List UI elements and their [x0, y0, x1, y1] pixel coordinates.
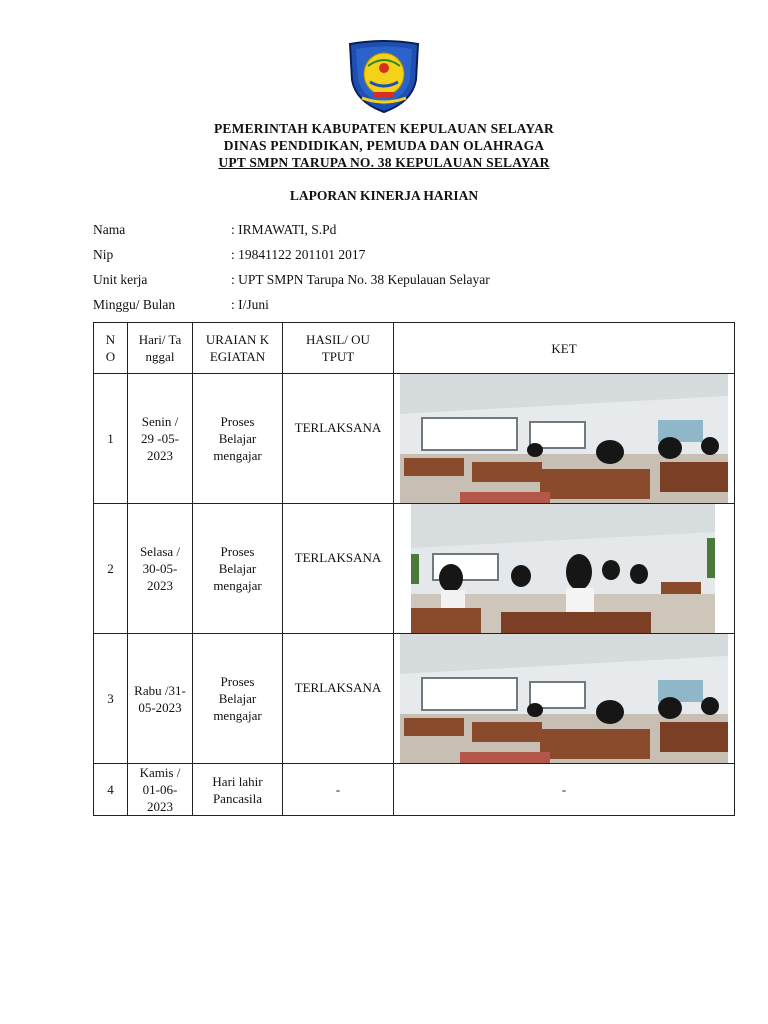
cell-uraian: Proses Belajar mengajar — [193, 374, 283, 504]
cell-no: 3 — [94, 634, 128, 764]
cell-hari: Kamis / 01-06-2023 — [128, 764, 193, 816]
cell-hasil: - — [283, 764, 394, 816]
cell-no: 4 — [94, 764, 128, 816]
info-label: Minggu/ Bulan — [93, 297, 176, 312]
cell-hasil: TERLAKSANA — [283, 504, 394, 634]
cell-no: 2 — [94, 504, 128, 634]
header-line-government: PEMERINTAH KABUPATEN KEPULAUAN SELAYAR — [213, 121, 555, 136]
table-row — [94, 504, 735, 634]
header-line-school: UPT SMPN TARUPA NO. 38 KEPULAUAN SELAYAR — [218, 155, 550, 170]
info-value: : IRMAWATI, S.Pd — [231, 222, 337, 237]
info-value: : I/Juni — [231, 297, 269, 312]
cell-no: 1 — [94, 374, 128, 504]
info-label: Unit kerja — [93, 272, 148, 287]
header-ket: KET — [394, 323, 735, 374]
cell-hasil: TERLAKSANA — [283, 374, 394, 504]
cell-uraian: Proses Belajar mengajar — [193, 634, 283, 764]
table-row — [94, 764, 735, 816]
cell-ket-photo — [394, 504, 735, 634]
info-label: Nip — [93, 247, 114, 262]
classroom-photo — [400, 374, 728, 503]
header-hasil-output: HASIL/ OUTPUT — [283, 323, 394, 374]
table-row — [94, 374, 735, 504]
report-title: LAPORAN KINERJA HARIAN — [289, 188, 479, 203]
header-uraian-kegiatan: URAIAN KEGIATAN — [193, 323, 283, 374]
info-value: : 19841122 201101 2017 — [231, 247, 366, 262]
regency-emblem — [344, 40, 424, 114]
header-line-department: DINAS PENDIDIKAN, PEMUDA DAN OLAHRAGA — [223, 138, 545, 153]
table-header-row — [94, 323, 735, 374]
classroom-photo — [400, 634, 728, 763]
info-value: : UPT SMPN Tarupa No. 38 Kepulauan Selayar — [231, 272, 490, 287]
cell-hari: Selasa / 30-05-2023 — [128, 504, 193, 634]
cell-hari: Rabu /31-05-2023 — [128, 634, 193, 764]
info-label: Nama — [93, 222, 126, 237]
daily-report-table — [93, 322, 735, 816]
cell-hasil: TERLAKSANA — [283, 634, 394, 764]
cell-ket-photo — [394, 374, 735, 504]
cell-uraian: Hari lahir Pancasila — [193, 764, 283, 816]
table-row — [94, 634, 735, 764]
cell-ket: - — [394, 764, 735, 816]
header-hari-tanggal: Hari/ Tanggal — [128, 323, 193, 374]
cell-uraian: Proses Belajar mengajar — [193, 504, 283, 634]
cell-ket-photo — [394, 634, 735, 764]
cell-hari: Senin / 29 -05-2023 — [128, 374, 193, 504]
header-no: NO — [94, 323, 128, 374]
classroom-photo — [411, 504, 715, 633]
